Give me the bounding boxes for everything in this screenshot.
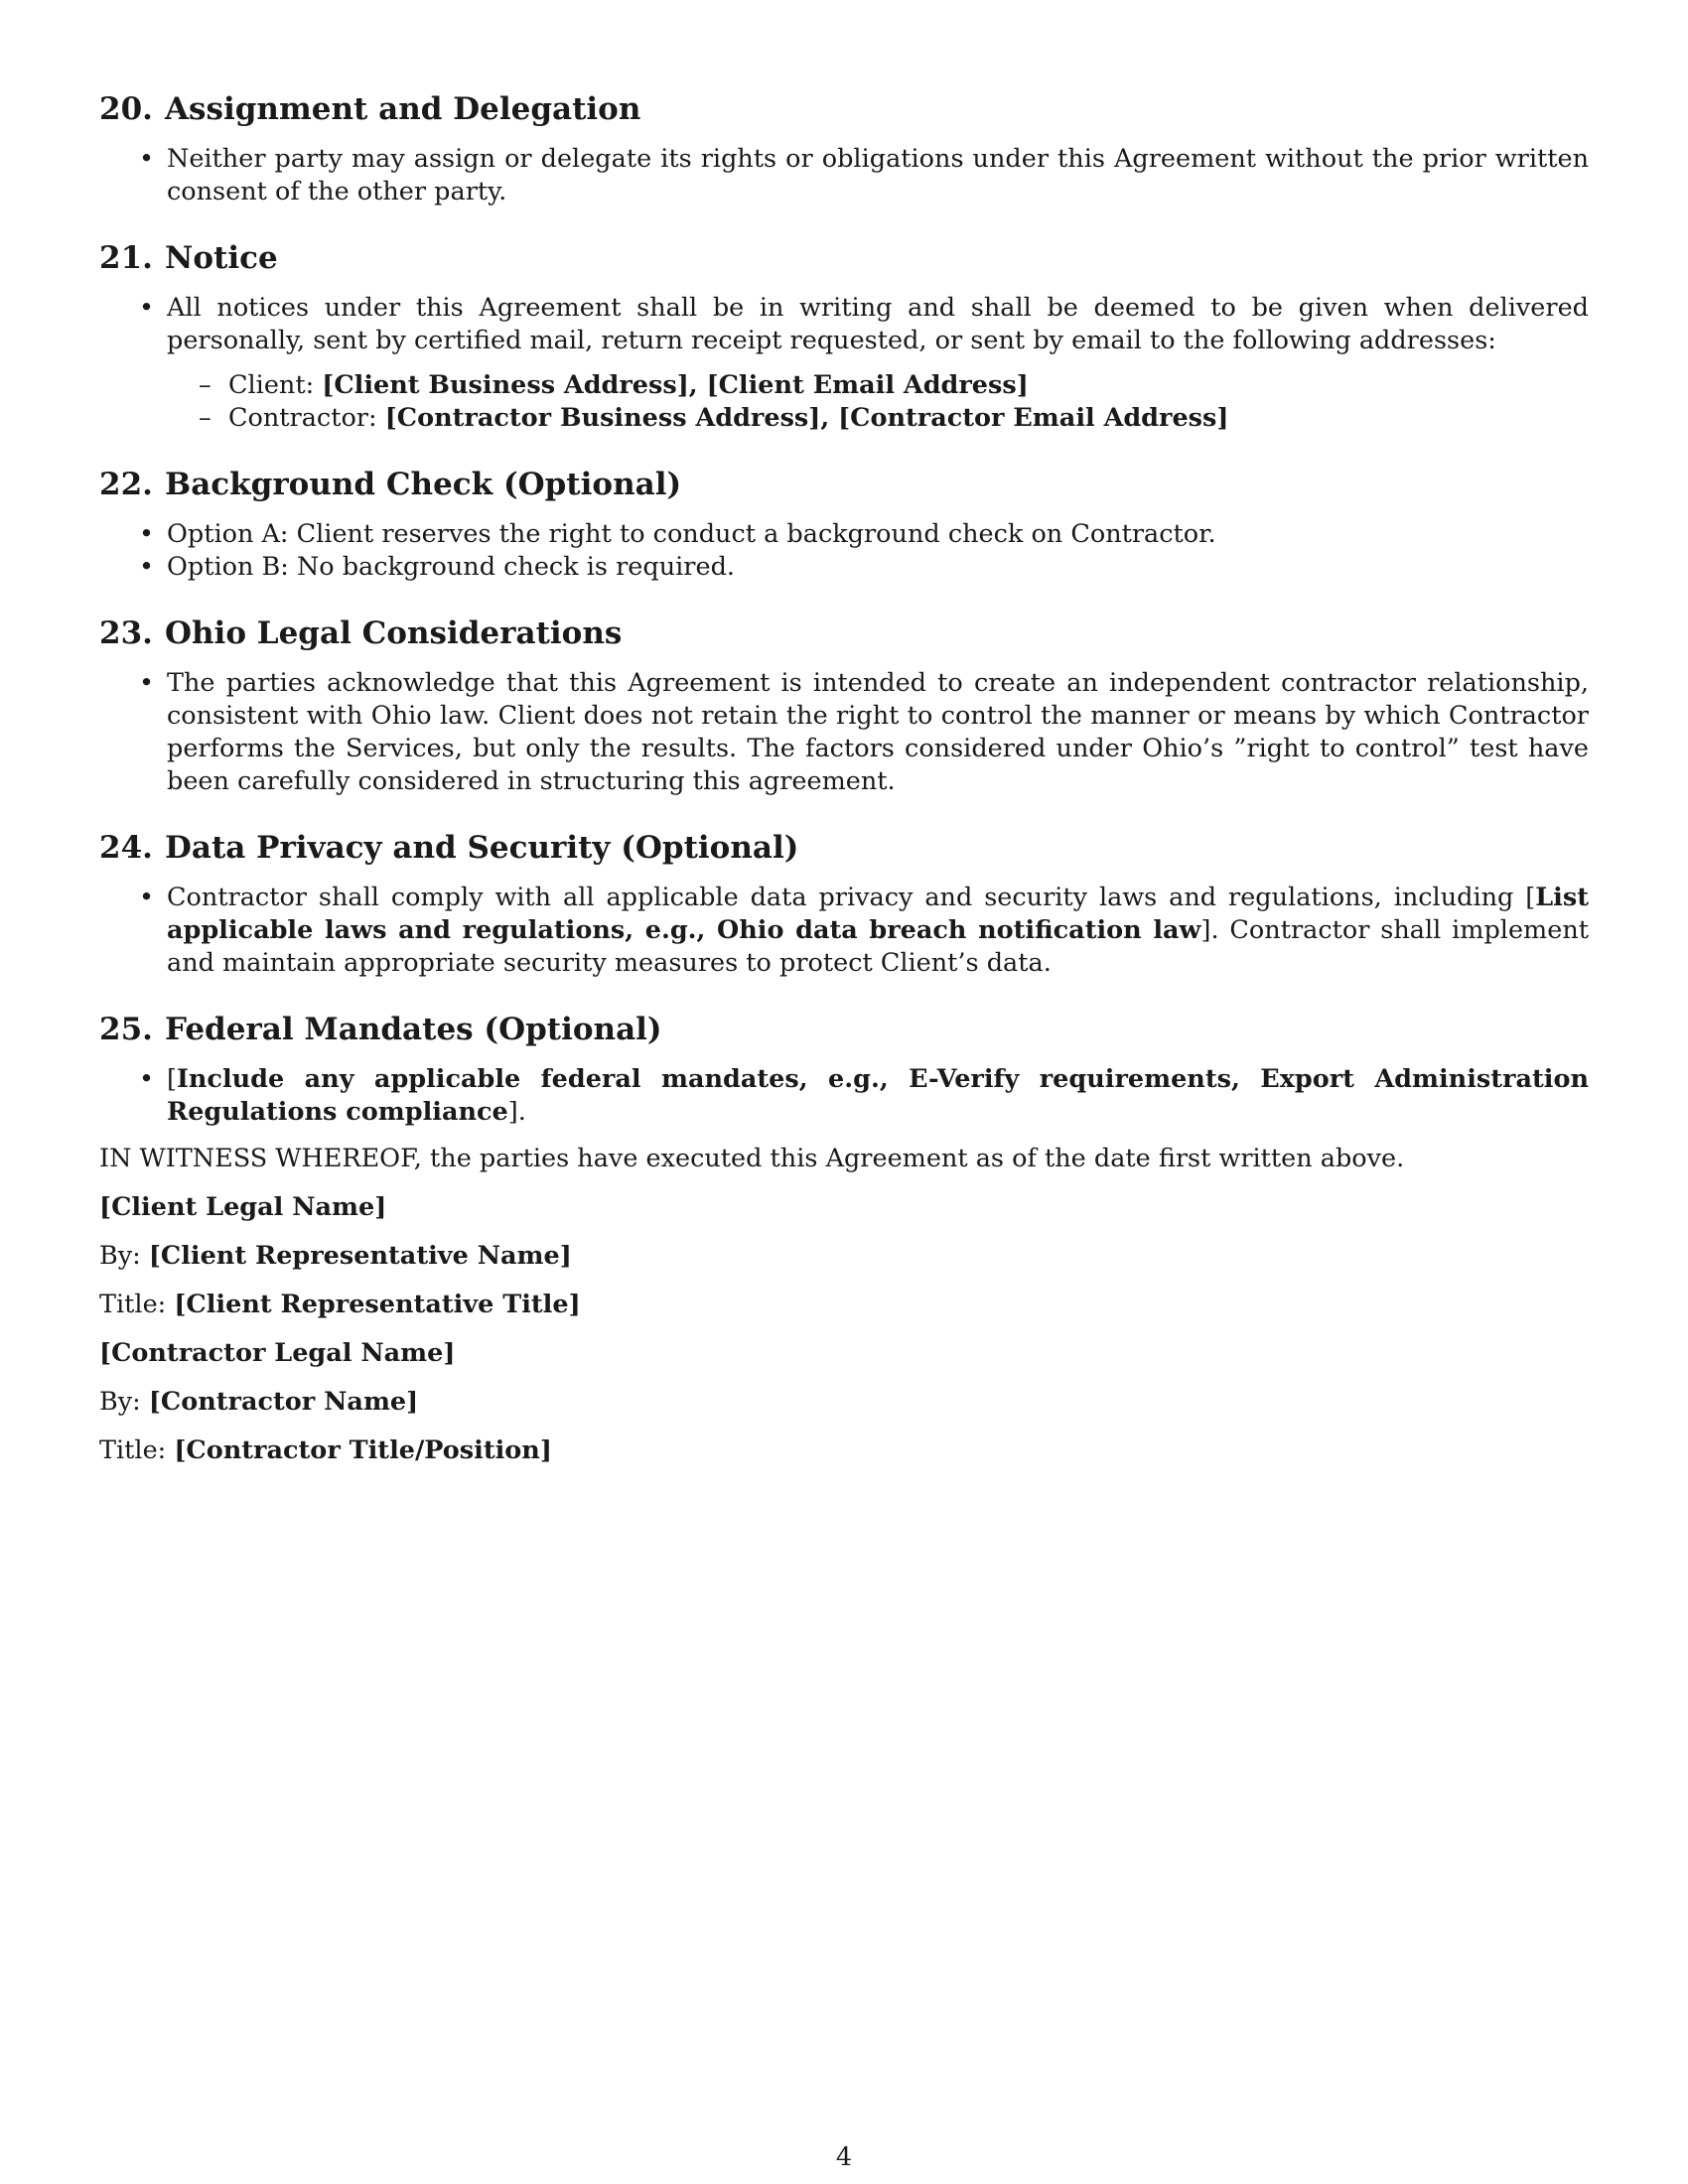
bullet-item xyxy=(139,1063,1589,1129)
section-assignment-delegation xyxy=(99,89,1589,208)
section-title: Ohio Legal Considerations xyxy=(165,615,623,651)
bullet-icon: • xyxy=(139,144,155,174)
bullet-text: All notices under this Agreement shall be in writing and shall be deemed to be given when delivered personally, sent by certified mail, return receipt requested, or sent by email to the following addresses: xyxy=(167,293,1589,355)
bullet-text-placeholder: List applicable laws and regulations, e.g., Ohio data breach notification law xyxy=(167,883,1589,945)
bullet-text-before: Contractor shall comply with all applicable data privacy and security laws and regulations, including [ xyxy=(167,883,1536,912)
address-label: Client: xyxy=(228,370,323,400)
bullet-text-after: ]. xyxy=(507,1097,526,1127)
bullet-item xyxy=(139,292,1589,435)
witness-statement: IN WITNESS WHEREOF, the parties have executed this Agreement as of the date first written above. xyxy=(99,1144,1405,1173)
bullet-text: The parties acknowledge that this Agreement is intended to create an independent contractor relationship, consistent with Ohio law. Client does not retain the right to control the manner or means by which Contractor performs the Services, but only the results. The factors considered under Ohio’s ”right to control” test have been carefully considered in structuring this agreement. xyxy=(167,668,1589,796)
contractor-legal-name: [Contractor Legal Name] xyxy=(99,1338,456,1368)
section-heading xyxy=(99,828,1589,868)
section-heading xyxy=(99,614,1589,653)
bullet-icon: • xyxy=(139,883,155,912)
bullet-item xyxy=(139,882,1589,980)
dash-icon: – xyxy=(199,403,211,433)
bullet-list xyxy=(99,143,1589,208)
bullet-icon: • xyxy=(139,552,155,582)
signature-block xyxy=(99,1143,1589,1467)
bullet-item xyxy=(139,518,1589,551)
section-ohio-legal xyxy=(99,614,1589,798)
section-title: Data Privacy and Security (Optional) xyxy=(165,830,799,866)
address-item-client xyxy=(199,369,1589,402)
section-background-check xyxy=(99,465,1589,584)
section-title: Assignment and Delegation xyxy=(165,91,641,127)
section-title: Background Check (Optional) xyxy=(165,467,682,502)
address-value: [Client Business Address], [Client Email Address] xyxy=(322,370,1029,400)
bullet-text: Neither party may assign or delegate its rights or obligations under this Agreement without the prior written consent of the other party. xyxy=(167,144,1589,206)
bullet-text-placeholder: Include any applicable federal mandates, e.g., E-Verify requirements, Export Administration Regulations compliance xyxy=(167,1064,1589,1127)
bullet-item xyxy=(139,551,1589,584)
page-number: 4 xyxy=(835,2142,853,2172)
bullet-item xyxy=(139,143,1589,208)
section-federal-mandates xyxy=(99,1010,1589,1129)
contractor-title-line: Title: [Contractor Title/Position] xyxy=(99,1435,552,1465)
bullet-text: Option B: No background check is required. xyxy=(167,552,735,582)
bullet-icon: • xyxy=(139,668,155,698)
section-number: 20. xyxy=(99,91,153,127)
bullet-item xyxy=(139,667,1589,798)
contractor-by-line: By: [Contractor Name] xyxy=(99,1387,419,1417)
client-by-line: By: [Client Representative Name] xyxy=(99,1241,572,1271)
bullet-list xyxy=(99,292,1589,435)
address-value: [Contractor Business Address], [Contractor Email Address] xyxy=(384,403,1229,433)
section-title: Federal Mandates (Optional) xyxy=(165,1012,662,1047)
section-data-privacy xyxy=(99,828,1589,980)
bullet-list xyxy=(99,667,1589,798)
client-legal-name: [Client Legal Name] xyxy=(99,1192,387,1222)
section-number: 25. xyxy=(99,1012,153,1047)
bullet-icon: • xyxy=(139,293,155,323)
section-title: Notice xyxy=(165,240,278,276)
bullet-icon: • xyxy=(139,519,155,549)
section-number: 24. xyxy=(99,830,153,866)
bullet-icon: • xyxy=(139,1064,155,1094)
section-heading xyxy=(99,1010,1589,1049)
section-number: 21. xyxy=(99,240,153,276)
section-number: 23. xyxy=(99,615,153,651)
section-heading xyxy=(99,465,1589,504)
section-number: 22. xyxy=(99,467,153,502)
address-list xyxy=(167,369,1589,435)
bullet-text-before: [ xyxy=(167,1064,177,1094)
address-label: Contractor: xyxy=(228,403,385,433)
dash-icon: – xyxy=(199,370,211,400)
section-heading xyxy=(99,238,1589,278)
document-page xyxy=(99,89,1589,1483)
bullet-list xyxy=(99,882,1589,980)
address-item-contractor xyxy=(199,402,1589,435)
bullet-list xyxy=(99,518,1589,584)
bullet-list xyxy=(99,1063,1589,1129)
section-notice xyxy=(99,238,1589,435)
section-heading xyxy=(99,89,1589,129)
bullet-text: Option A: Client reserves the right to conduct a background check on Contractor. xyxy=(167,519,1216,549)
bullet-text-after: ]. Contractor shall implement and maintain appropriate security measures to protect Client’s data. xyxy=(167,915,1589,978)
client-title-line: Title: [Client Representative Title] xyxy=(99,1290,581,1319)
